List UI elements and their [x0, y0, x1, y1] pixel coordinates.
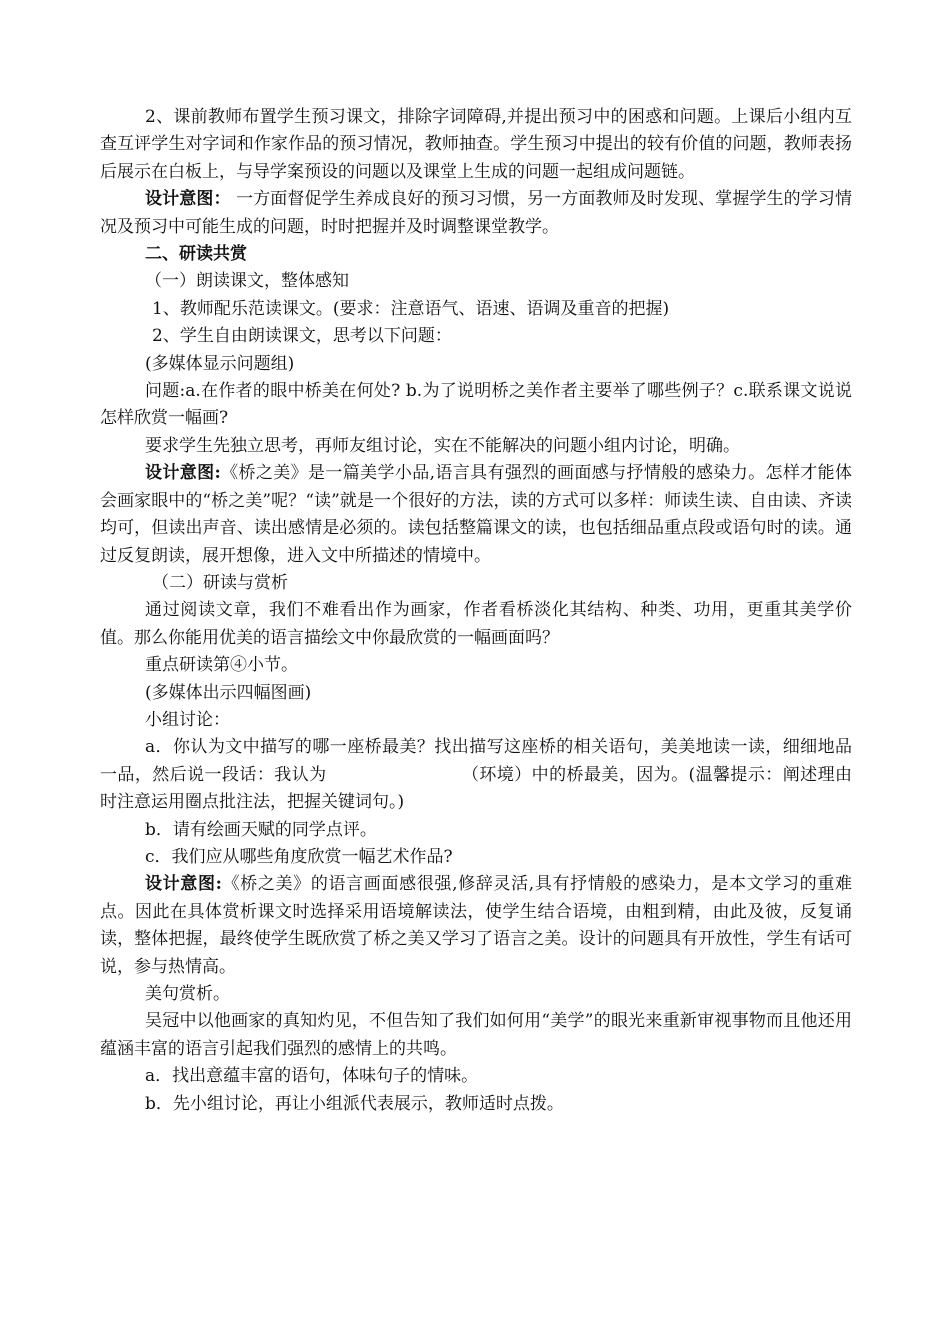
design-intent-label: 设计意图:	[145, 463, 221, 484]
reading-paragraph: 通过阅读文章，我们不难看出作为画家，作者看桥淡化其结构、种类、功用，更重其美学价值。那么你能用优美的语言描绘文中你最欣赏的一幅画面吗？	[100, 600, 852, 648]
discussion-question-a	[100, 734, 852, 816]
list-item-2: 2、学生自由朗读课文，思考以下问题：	[152, 326, 452, 347]
discussion-question-c: c．我们应从哪些角度欣赏一幅艺术作品?	[145, 846, 453, 867]
group-discussion-label: 小组讨论：	[145, 709, 230, 730]
design-intent-paragraph-2	[100, 460, 852, 570]
design-intent-text: 《桥之美》的语言画面感很强,修辞灵活,具有抒情般的感染力，是本文学习的重难点。因此在具体赏析课文时选择采用语境解读法，使学生结合语境，由粗到精，由此及彼，反复诵读，整体把握，最终使学生既欣赏了桥之美又学习了语言之美。设计的问题具有开放性，学生有话可说，参与热情高。	[100, 874, 852, 977]
design-intent-paragraph-3	[100, 871, 852, 981]
question-a-start: a．你认为文中描写的哪一座桥最美？找出描写这座桥的相关语句，美美地读一读，细细地品一品，然后说一段话：我认为	[100, 737, 852, 785]
sentence-task-b: b．先小组讨论，再让小组派代表展示，教师适时点拨。	[145, 1093, 564, 1114]
question-group: 问题:a.在作者的眼中桥美在何处? b.为了说明桥之美作者主要举了哪些例子？c.联系课文说说怎样欣赏一幅画?	[100, 381, 852, 429]
sentence-task-a: a．找出意蕴丰富的语句，体味句子的情味。	[145, 1066, 479, 1087]
design-intent-text: 一方面督促学生养成良好的预习习惯，另一方面教师及时发现、掌握学生的学习情况及预习中可能生成的问题，时时把握并及时调整课堂教学。	[100, 189, 852, 237]
media-note-2: (多媒体出示四幅图画)	[145, 682, 312, 703]
subsection-heading-1: （一）朗读课文，整体感知	[145, 271, 349, 292]
subsection-heading-2: （二）研读与赏析	[152, 572, 288, 593]
requirement-paragraph: 要求学生先独立思考，再师友组讨论，实在不能解决的问题小组内讨论，明确。	[145, 435, 740, 456]
design-intent-paragraph-1	[100, 186, 852, 241]
sentence-analysis-heading: 美句赏析。	[145, 984, 230, 1004]
design-intent-text: 《桥之美》是一篇美学小品,语言具有强烈的画面感与抒情般的感染力。怎样才能体会画家眼中的“桥之美”呢？“读”就是一个很好的方法，读的方式可以多样：师读生读、自由读、齐读均可，但读出声音、读出感情是必须的。读包括整篇课文的读，也包括细品重点段或语句时的读。通过反复朗读，展开想像，进入文中所描述的情境中。	[100, 463, 853, 566]
media-note-1: (多媒体显示问题组)	[145, 353, 295, 374]
focus-note: 重点研读第④小节。	[145, 655, 298, 676]
discussion-question-b: b．请有绘画天赋的同学点评。	[145, 819, 377, 840]
wu-paragraph: 吴冠中以他画家的真知灼见，不但告知了我们如何用“美学”的眼光来重新审视事物而且他还用蕴涵丰富的语言引起我们强烈的感情上的共鸣。	[100, 1011, 852, 1059]
question-a-end: （环境）中的桥最美，因为。(温馨提示：阐述理由时注意运用圈点批注法，把握关键词句。)	[100, 764, 852, 813]
document-body	[100, 104, 852, 1118]
design-intent-label: 设计意图:	[145, 874, 222, 895]
paragraph-preview: 2、课前教师布置学生预习课文，排除字词障碍,并提出预习中的困惑和问题。上课后小组内互查互评学生对字词和作家作品的预习情况，教师抽查。学生预习中提出的较有价值的问题，教师表扬后展示在白板上，与导学案预设的问题以及课堂上生成的问题一起组成问题链。	[100, 107, 852, 182]
section-heading-2: 二、研读共赏	[145, 244, 247, 265]
design-intent-label: 设计意图：	[145, 189, 231, 210]
list-item-1: 1、教师配乐范读课文。(要求：注意语气、语速、语调及重音的把握)	[152, 298, 670, 319]
